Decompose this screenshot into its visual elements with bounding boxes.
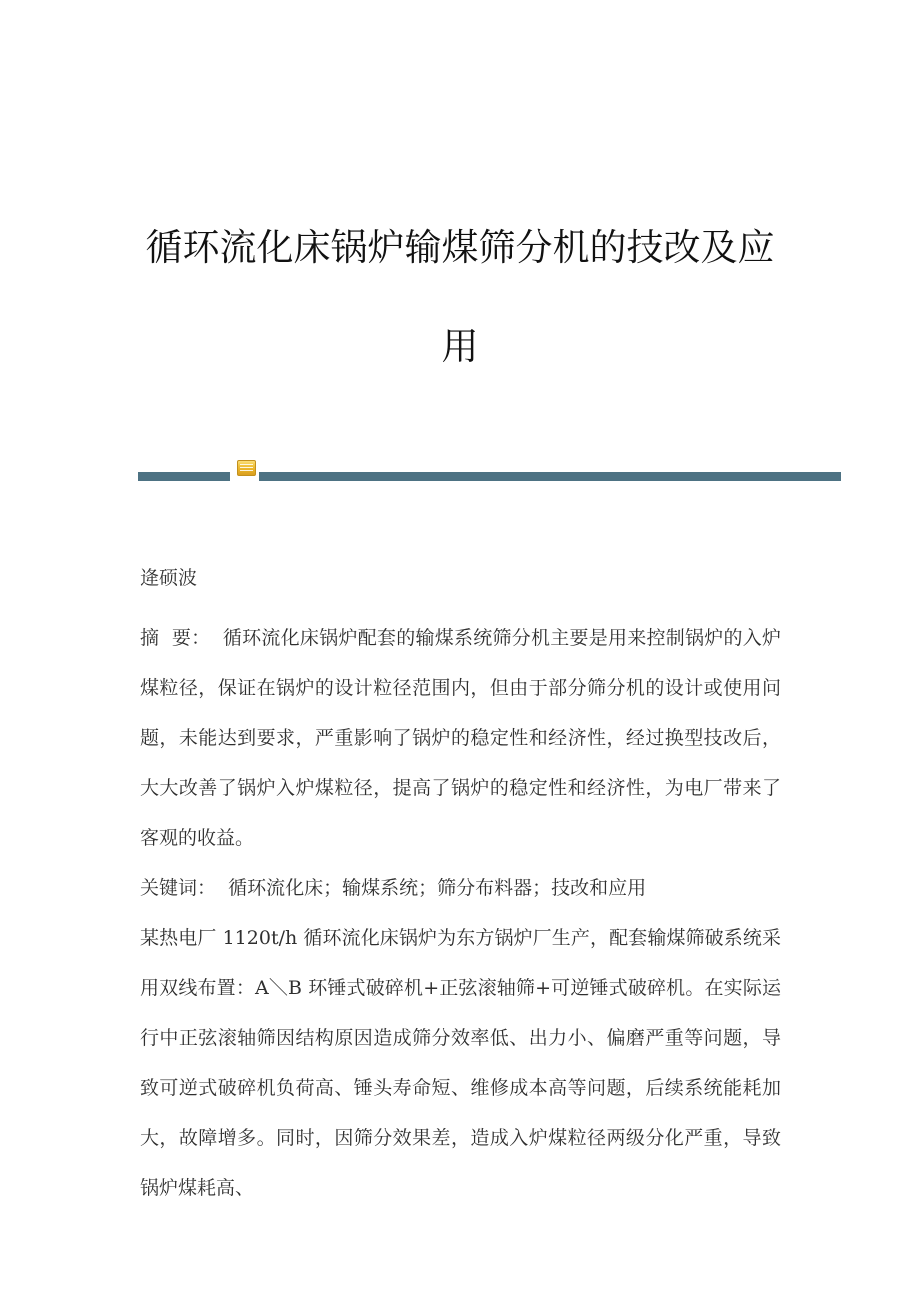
title-divider bbox=[138, 472, 841, 481]
document-title: 循环流化床锅炉输煤筛分机的技改及应用 bbox=[145, 226, 775, 368]
body-paragraph: 某热电厂 1120t/h 循环流化床锅炉为东方锅炉厂生产，配套输煤筛破系统采用双线布置：A＼B 环锤式破碎机+正弦滚轴筛+可逆锤式破碎机。在实际运行中正弦滚轴筛因结构原因造成筛分效率低、出力小、偏磨严重等问题，导致可逆式破碎机负荷高、锤头寿命短、维修成本高等问题，后续系统能耗加大，故障增多。同时，因筛分效果差，造成入炉煤粒径两级分化严重，导致锅炉煤耗高、 bbox=[140, 927, 781, 1199]
gold-seal-icon bbox=[237, 460, 256, 476]
divider-bar-right bbox=[259, 472, 841, 481]
keywords-line: 关键词： 循环流化床；输煤系统；筛分布料器；技改和应用 bbox=[140, 877, 647, 899]
abstract-paragraph: 摘 要： 循环流化床锅炉配套的输煤系统筛分机主要是用来控制锅炉的入炉煤粒径，保证在锅炉的设计粒径范围内，但由于部分筛分机的设计或使用问题，未能达到要求，严重影响了锅炉的稳定性和经济性，经过换型技改后，大大改善了锅炉入炉煤粒径，提高了锅炉的稳定性和经济性，为电厂带来了客观的收益。 bbox=[140, 627, 781, 849]
document-text-block bbox=[140, 553, 781, 1213]
author-name: 逄硕波 bbox=[140, 567, 198, 589]
divider-bar-left bbox=[138, 472, 230, 481]
